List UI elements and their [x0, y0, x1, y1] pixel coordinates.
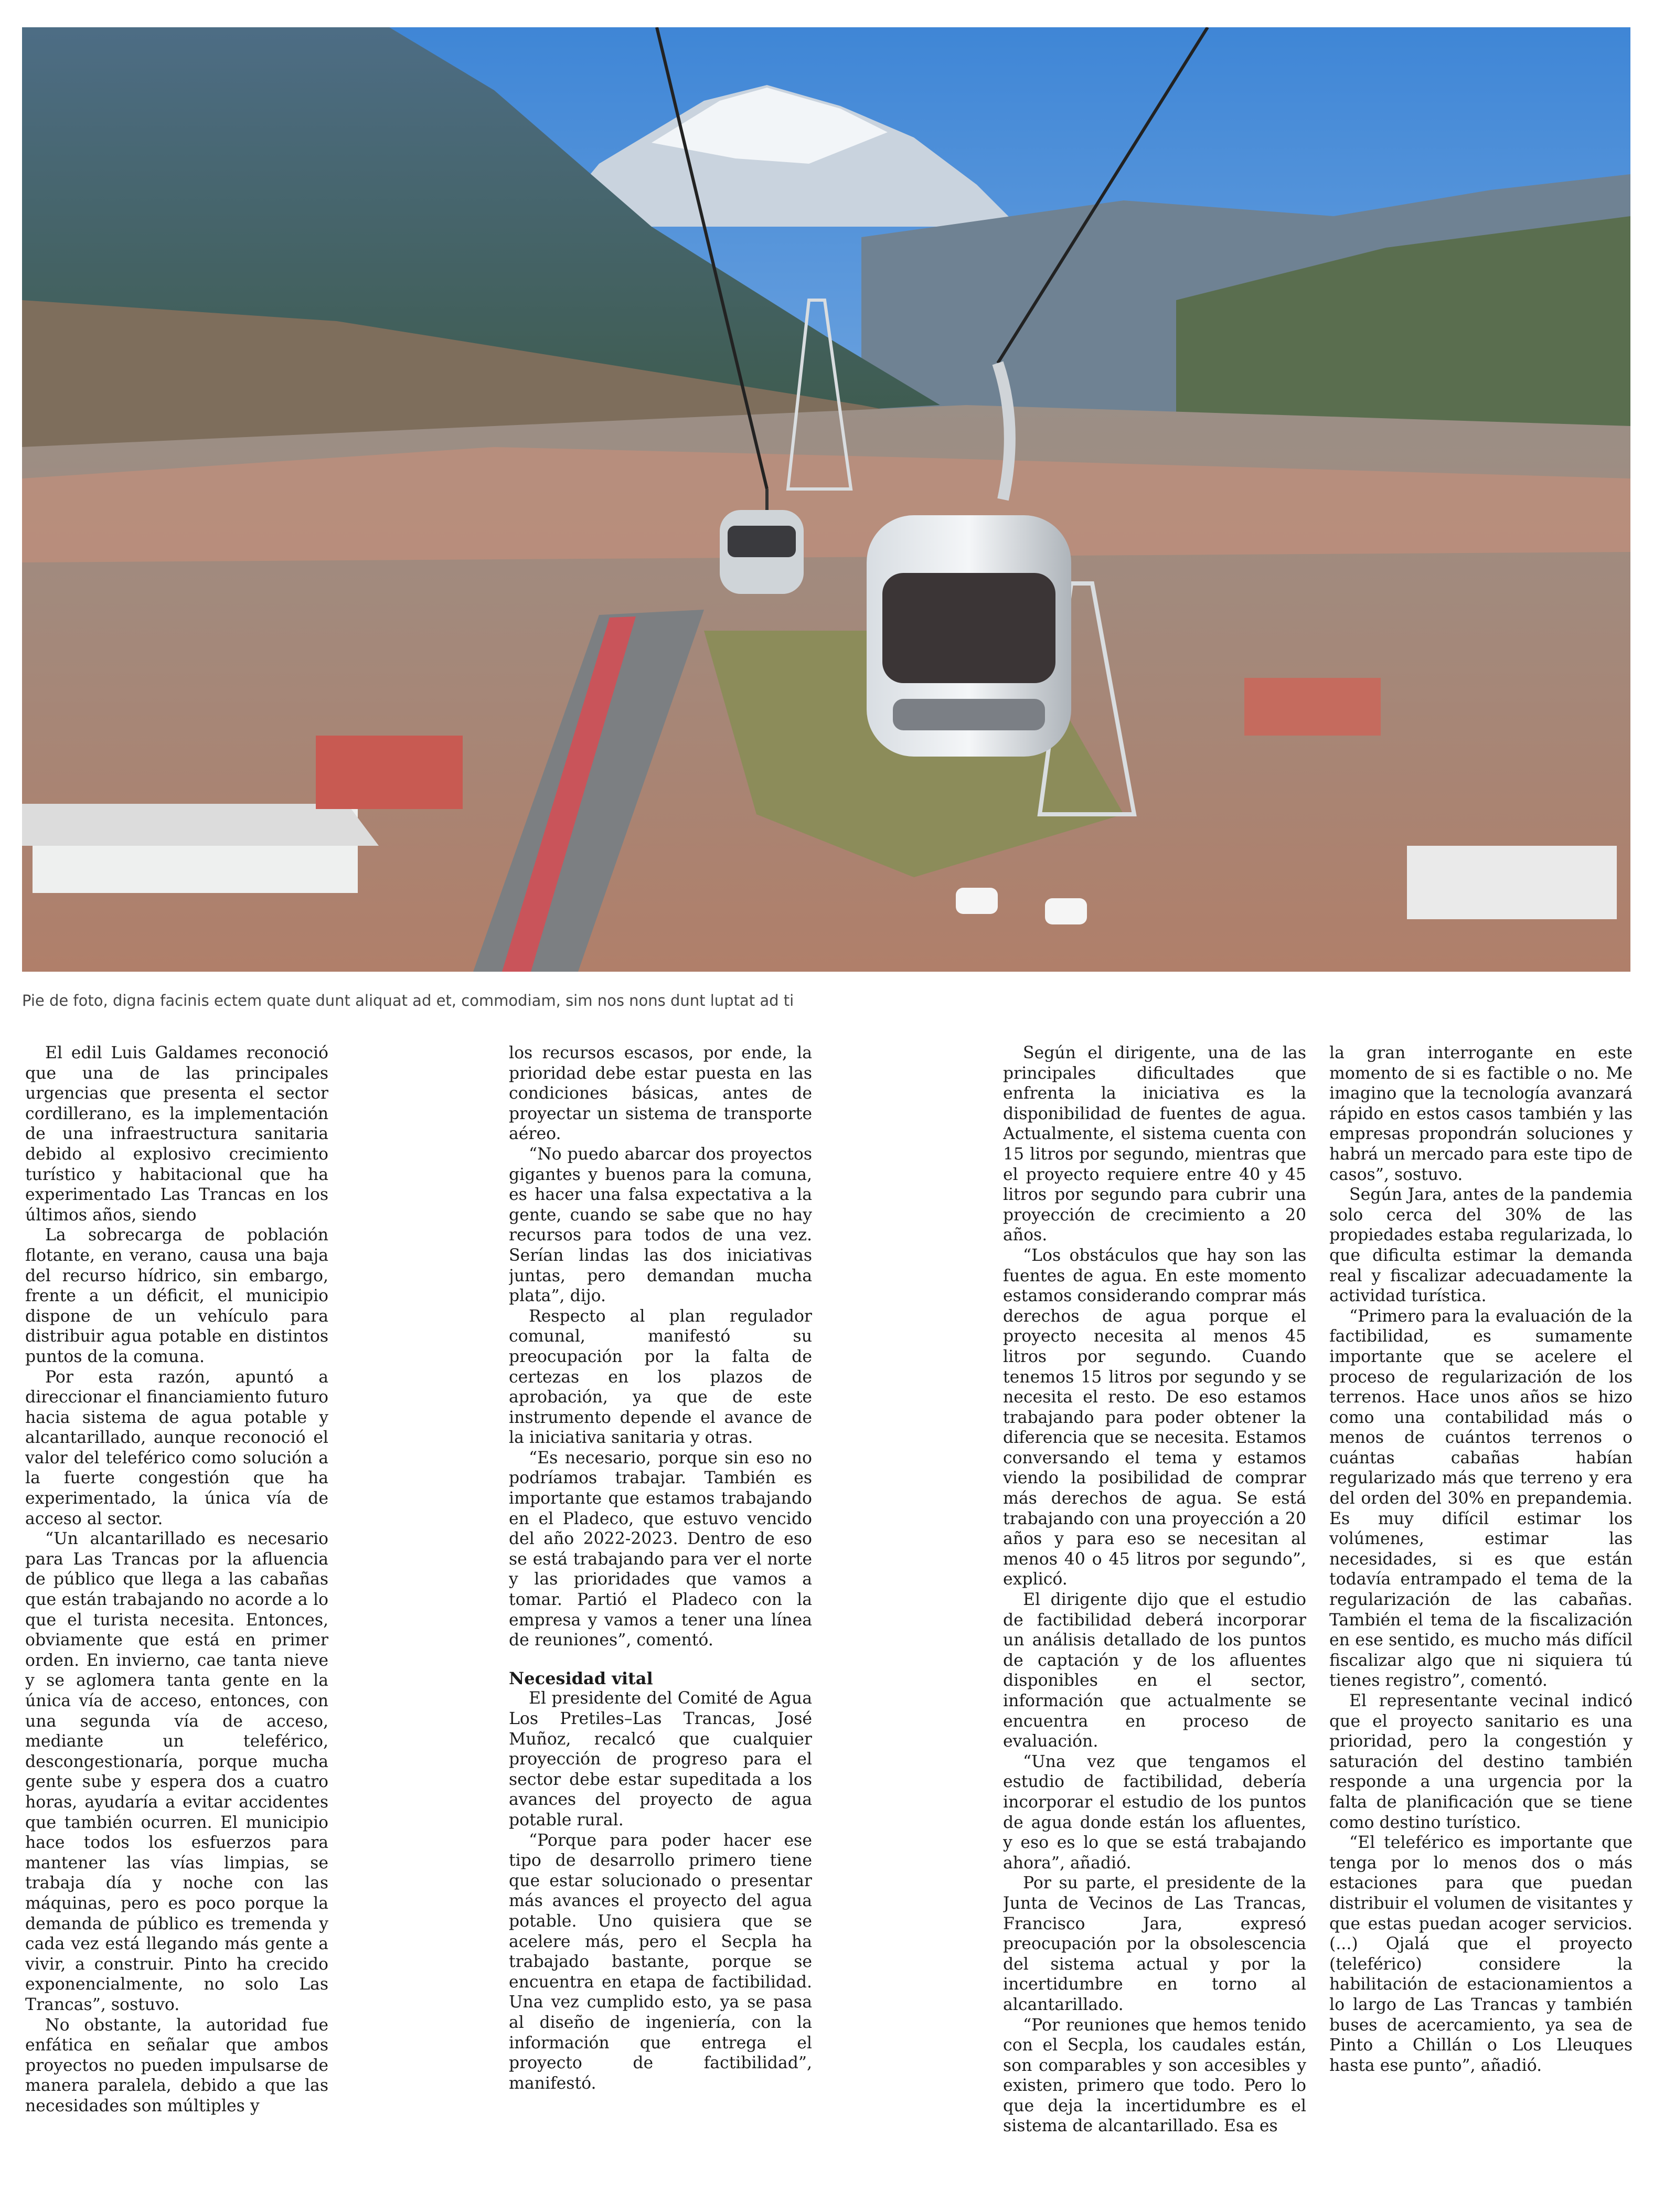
paragraph: Según el dirigente, una de las principales dificultades que enfrenta la iniciativa es la disponibilidad de fuentes de agua. Actualmente, el sistema cuenta con 15 litros por segundo, mientras que el proyecto requiere entre 40 y 45 litros por segundo para cubrir una proyección de crecimiento a 20 años. [1003, 1044, 1306, 1245]
paragraph: “Los obstáculos que hay son las fuentes de agua. En este momento estamos considerando comprar más derechos de agua porque el proyecto necesita al menos 45 litros por segundo. Cuando tenemos 15 litros por segundo y se necesita el resto. De eso estamos trabajando para poder obtener la diferencia que se necesita. Estamos conversando el tema y estamos viendo la posibilidad de comprar más derechos de agua. Se está trabajando con una proyección a 20 años y para eso se necesitan al menos 40 o 45 litros por segundo”, explicó. [1003, 1246, 1306, 1589]
paragraph: “Una vez que tengamos el estudio de factibilidad, debería incorporar el estudio de los puntos de agua donde están los afluentes, y eso es lo que se está trabajando ahora”, añadió. [1003, 1752, 1306, 1873]
paragraph: El representante vecinal indicó que el proyecto sanitario es una prioridad, pero la congestión y saturación del destino también responde a una urgencia por la falta de planificación que se tiene como destino turístico. [1329, 1692, 1633, 1832]
paragraph: la gran interrogante en este momento de si es factible o no. Me imagino que la tecnología avanzará rápido en estos casos también y las empresas propondrán soluciones y habrá un mercado para este tipo de casos”, sostuvo. [1329, 1044, 1633, 1184]
paragraph: La sobrecarga de población flotante, en verano, causa una baja del recurso hídrico, sin embargo, frente a un déficit, el municipio dispone de un vehículo para distribuir agua potable en distintos puntos de la comuna. [25, 1226, 328, 1366]
landscape-illustration [22, 27, 1630, 972]
paragraph: El presidente del Comité de Agua Los Pretiles–Las Trancas, José Muñoz, recalcó que cualquier proyección de progreso para el sector debe estar supeditada a los avances del proyecto de agua potable rural. [509, 1689, 812, 1830]
article-column-2 [509, 1043, 812, 2208]
cable-car-photo [22, 27, 1630, 972]
paragraph: “Es necesario, porque sin eso no podríamos trabajar. También es importante que estamos trabajando en el Pladeco, que estuvo vencido del año 2022-2023. Dentro de eso se está trabajando para ver el norte y las prioridades que vamos a tomar. Partió el Pladeco con la empresa y vamos a tener una línea de reuniones”, comentó. [509, 1448, 812, 1650]
paragraph: Por esta razón, apuntó a direccionar el financiamiento futuro hacia sistema de agua potable y alcantarillado, aunque reconoció el valor del teleférico como solución a la fuerte congestión que ha experimentado, la única vía de acceso al sector. [25, 1367, 328, 1528]
paragraph: “Por reuniones que hemos tenido con el Secpla, los caudales están, son comparables y son accesibles y existen, primero que todo. Pero lo que deja la incertidumbre es el sistema de alcantarillado. Esa es [1003, 2015, 1306, 2136]
paragraph: Respecto al plan regulador comunal, manifestó su preocupación por la falta de certezas en los plazos de aprobación, ya que de este instrumento depende el avance de la iniciativa sanitaria y otras. [509, 1306, 812, 1448]
paragraph: “Un alcantarillado es necesario para Las Trancas por la afluencia de público que llega a las cabañas que están trabajando no acorde a lo que el turista necesita. Entonces, obviamente que está en primer orden. En invierno, cae tanta nieve y se aglomera tanta gente en la única vía de acceso, entonces, con una segunda vía de acceso, mediante un teleférico, descongestionaría, porque mucha gente sube y espera dos a cuatro horas, ayudaría a evitar accidentes que también ocurren. El municipio hace todos los esfuerzos para mantener las vías limpias, se trabaja día y noche con las máquinas, pero es poco porque la demanda de público es tremenda y cada vez está llegando más gente a vivir, a construir. Pinto ha crecido exponencialmente, no solo Las Trancas”, sostuvo. [25, 1529, 328, 2014]
paragraph: “Primero para la evaluación de la factibilidad, es sumamente importante que se acelere el proceso de regularización de los terrenos. Hace unos años se hizo como una contabilidad más o menos de cuántos terrenos o cuántas cabañas habían regularizado más que terreno y era del orden del 30% en prepandemia. Es muy difícil estimar los volúmenes, estimar las necesidades, si es que están todavía entrampado el tema de la regularización de las cabañas. También el tema de la fiscalización en ese sentido, es mucho más difícil fiscalizar algo que ni siquiera tú tienes registro”, comentó. [1329, 1306, 1633, 1690]
subheading: Necesidad vital [509, 1668, 653, 1688]
paragraph: los recursos escasos, por ende, la prioridad debe estar puesta en las condiciones básicas, antes de proyectar un sistema de transporte aéreo. [509, 1044, 812, 1144]
article-column-1 [25, 1043, 328, 2208]
article-column-3 [1003, 1043, 1306, 2208]
paragraph: El edil Luis Galdames reconoció que una de las principales urgencias que presenta el sector cordillerano, es la implementación de una infraestructura sanitaria debido al explosivo crecimiento turístico y habitacional que ha experimentado Las Trancas en los últimos años, siendo [25, 1044, 328, 1225]
paragraph: El dirigente dijo que el estudio de factibilidad deberá incorporar un análisis detallado de los puntos de captación y de los afluentes disponibles en el sector, información que actualmente se encuentra en proceso de evaluación. [1003, 1590, 1306, 1751]
paragraph: “El teleférico es importante que tenga por lo menos dos o más estaciones para que puedan distribuir el volumen de visitantes y que estas puedan acoger servicios. (...) Ojalá que el proyecto (teleférico) considere la habilitación de estacionamientos a lo largo de Las Trancas y también buses de acercamiento, ya sea de Pinto a Chillán o Los Lleuques hasta ese punto”, añadió. [1329, 1833, 1633, 2075]
article-column-4 [1329, 1043, 1633, 2208]
paragraph: Por su parte, el presidente de la Junta de Vecinos de Las Trancas, Francisco Jara, expresó preocupación por la obsolescencia del sistema actual y por la incertidumbre en torno al alcantarillado. [1003, 1874, 1306, 2014]
paragraph: Según Jara, antes de la pandemia solo cerca del 30% de las propiedades estaba regularizada, lo que dificulta estimar la demanda real y fiscalizar adecuadamente la actividad turística. [1329, 1185, 1633, 1306]
paragraph: “Porque para poder hacer ese tipo de desarrollo primero tiene que estar solucionado o presentar más avances el proyecto del agua potable. Uno quisiera que se acelere más, pero el Secpla ha trabajado bastante, porque se encuentra en etapa de factibilidad. Una vez cumplido esto, ya se pasa al diseño de ingeniería, con la información que entrega el proyecto de factibilidad”, manifestó. [509, 1831, 812, 2093]
paragraph: “No puedo abarcar dos proyectos gigantes y buenos para la comuna, es hacer una falsa expectativa a la gente, cuando se sabe que no hay recursos para todos de una vez. Serían lindas las dos iniciativas juntas, pero demandan mucha plata”, dijo. [509, 1144, 812, 1306]
paragraph: No obstante, la autoridad fue enfática en señalar que ambos proyectos no pueden impulsarse de manera paralela, debido a que las necesidades son múltiples y [25, 2015, 328, 2115]
photo-caption: Pie de foto, digna facinis ectem quate dunt aliquat ad et, commodiam, sim nos nons dunt luptat ad ti [22, 992, 794, 1009]
